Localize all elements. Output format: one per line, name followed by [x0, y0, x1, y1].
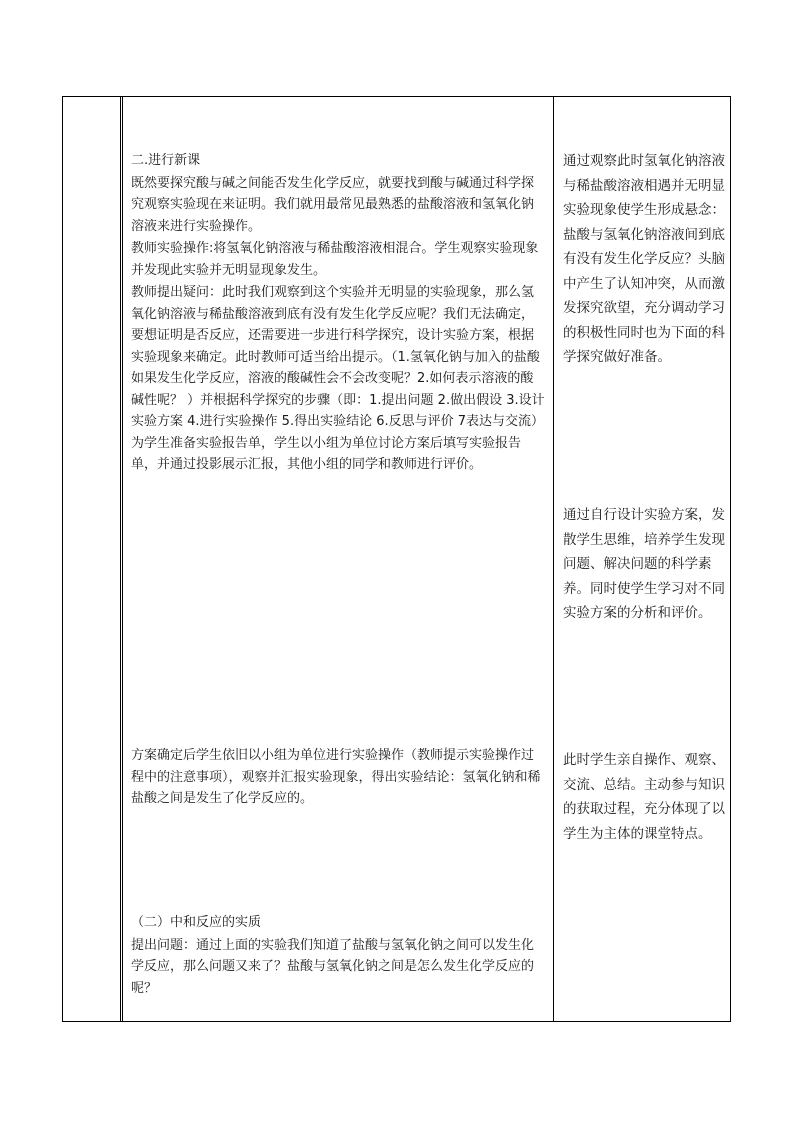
column-divider — [122, 97, 123, 1021]
note-text: 此时学生亲自操作、观察、交流、总结。主动参与知识的获取过程，充分体现了以学生为主体的课堂特点。 — [563, 752, 725, 842]
essence-section — [131, 912, 545, 1000]
section-heading: （二）中和反应的实质 — [131, 915, 262, 930]
column-divider — [120, 97, 121, 1021]
column-divider — [553, 97, 554, 1021]
design-note — [563, 503, 725, 627]
paragraph: 方案确定后学生依旧以小组为单位进行实验操作（教师提示实验操作过程中的注意事项），观察并汇报实验现象，得出实验结论：氢氧化钠和稀盐酸之间是发生了化学反应的。 — [131, 748, 541, 806]
note-text: 通过自行设计实验方案，发散学生思维，培养学生发现问题、解决问题的科学素养。同时使学生学习对不同实验方案的分析和评价。 — [563, 507, 725, 621]
experiment-section — [131, 745, 545, 811]
new-lesson-section — [131, 150, 545, 477]
note-text: 通过观察此时氢氧化钠溶液与稀盐酸溶液相遇并无明显实验现象使学生形成悬念：盐酸与氢氧化钠溶液间到底有没有发生化学反应？头脑中产生了认知冲突，从而激发探究欲望，充分调动学习的积极性同时也为下面的科学探究做好准备。 — [563, 153, 725, 365]
section-heading: 二.进行新课 — [131, 153, 201, 168]
design-note — [563, 748, 725, 847]
design-note — [563, 149, 725, 371]
paragraph: 教师实验操作:将氢氧化钠溶液与稀盐酸溶液相混合。学生观察实验现象并发现此实验并无明显现象发生。 — [131, 241, 539, 278]
paragraph: 提出问题：通过上面的实验我们知道了盐酸与氢氧化钠之间可以发生化学反应，那么问题又来了？盐酸与氢氧化钠之间是怎么发生化学反应的呢？ — [131, 937, 535, 996]
paragraph: 教师提出疑问：此时我们观察到这个实验并无明显的实验现象，那么氢氧化钠溶液与稀盐酸溶液到底有没有发生化学反应呢？我们无法确定，要想证明是否反应，还需要进一步进行科学探究，设计实验方案，根据实验现象来确定。此时教师可适当给出提示。（1.氢氧化钠与加入的盐酸如果发生化学反应，溶液的酸碱性会不会改变呢？2.如何表示溶液的酸碱性呢？ ）并根据科学探究的步骤（即：1.提出问题 2.做出假设 3.设计实验方案 4.进行实验操作 5.得出实验结论 6.反思与评价 7表达与交流）为学生准备实验报告单，学生以小组为单位讨论方案后填写实验报告单，并通过投影展示汇报，其他小组的同学和教师进行评价。 — [131, 285, 545, 472]
lesson-plan-table — [62, 96, 731, 1022]
paragraph: 既然要探究酸与碱之间能否发生化学反应，就要找到酸与碱通过科学探究观察实验现在来证明。我们就用最常见最熟悉的盐酸溶液和氢氧化钠溶液来进行实验操作。 — [131, 175, 535, 234]
